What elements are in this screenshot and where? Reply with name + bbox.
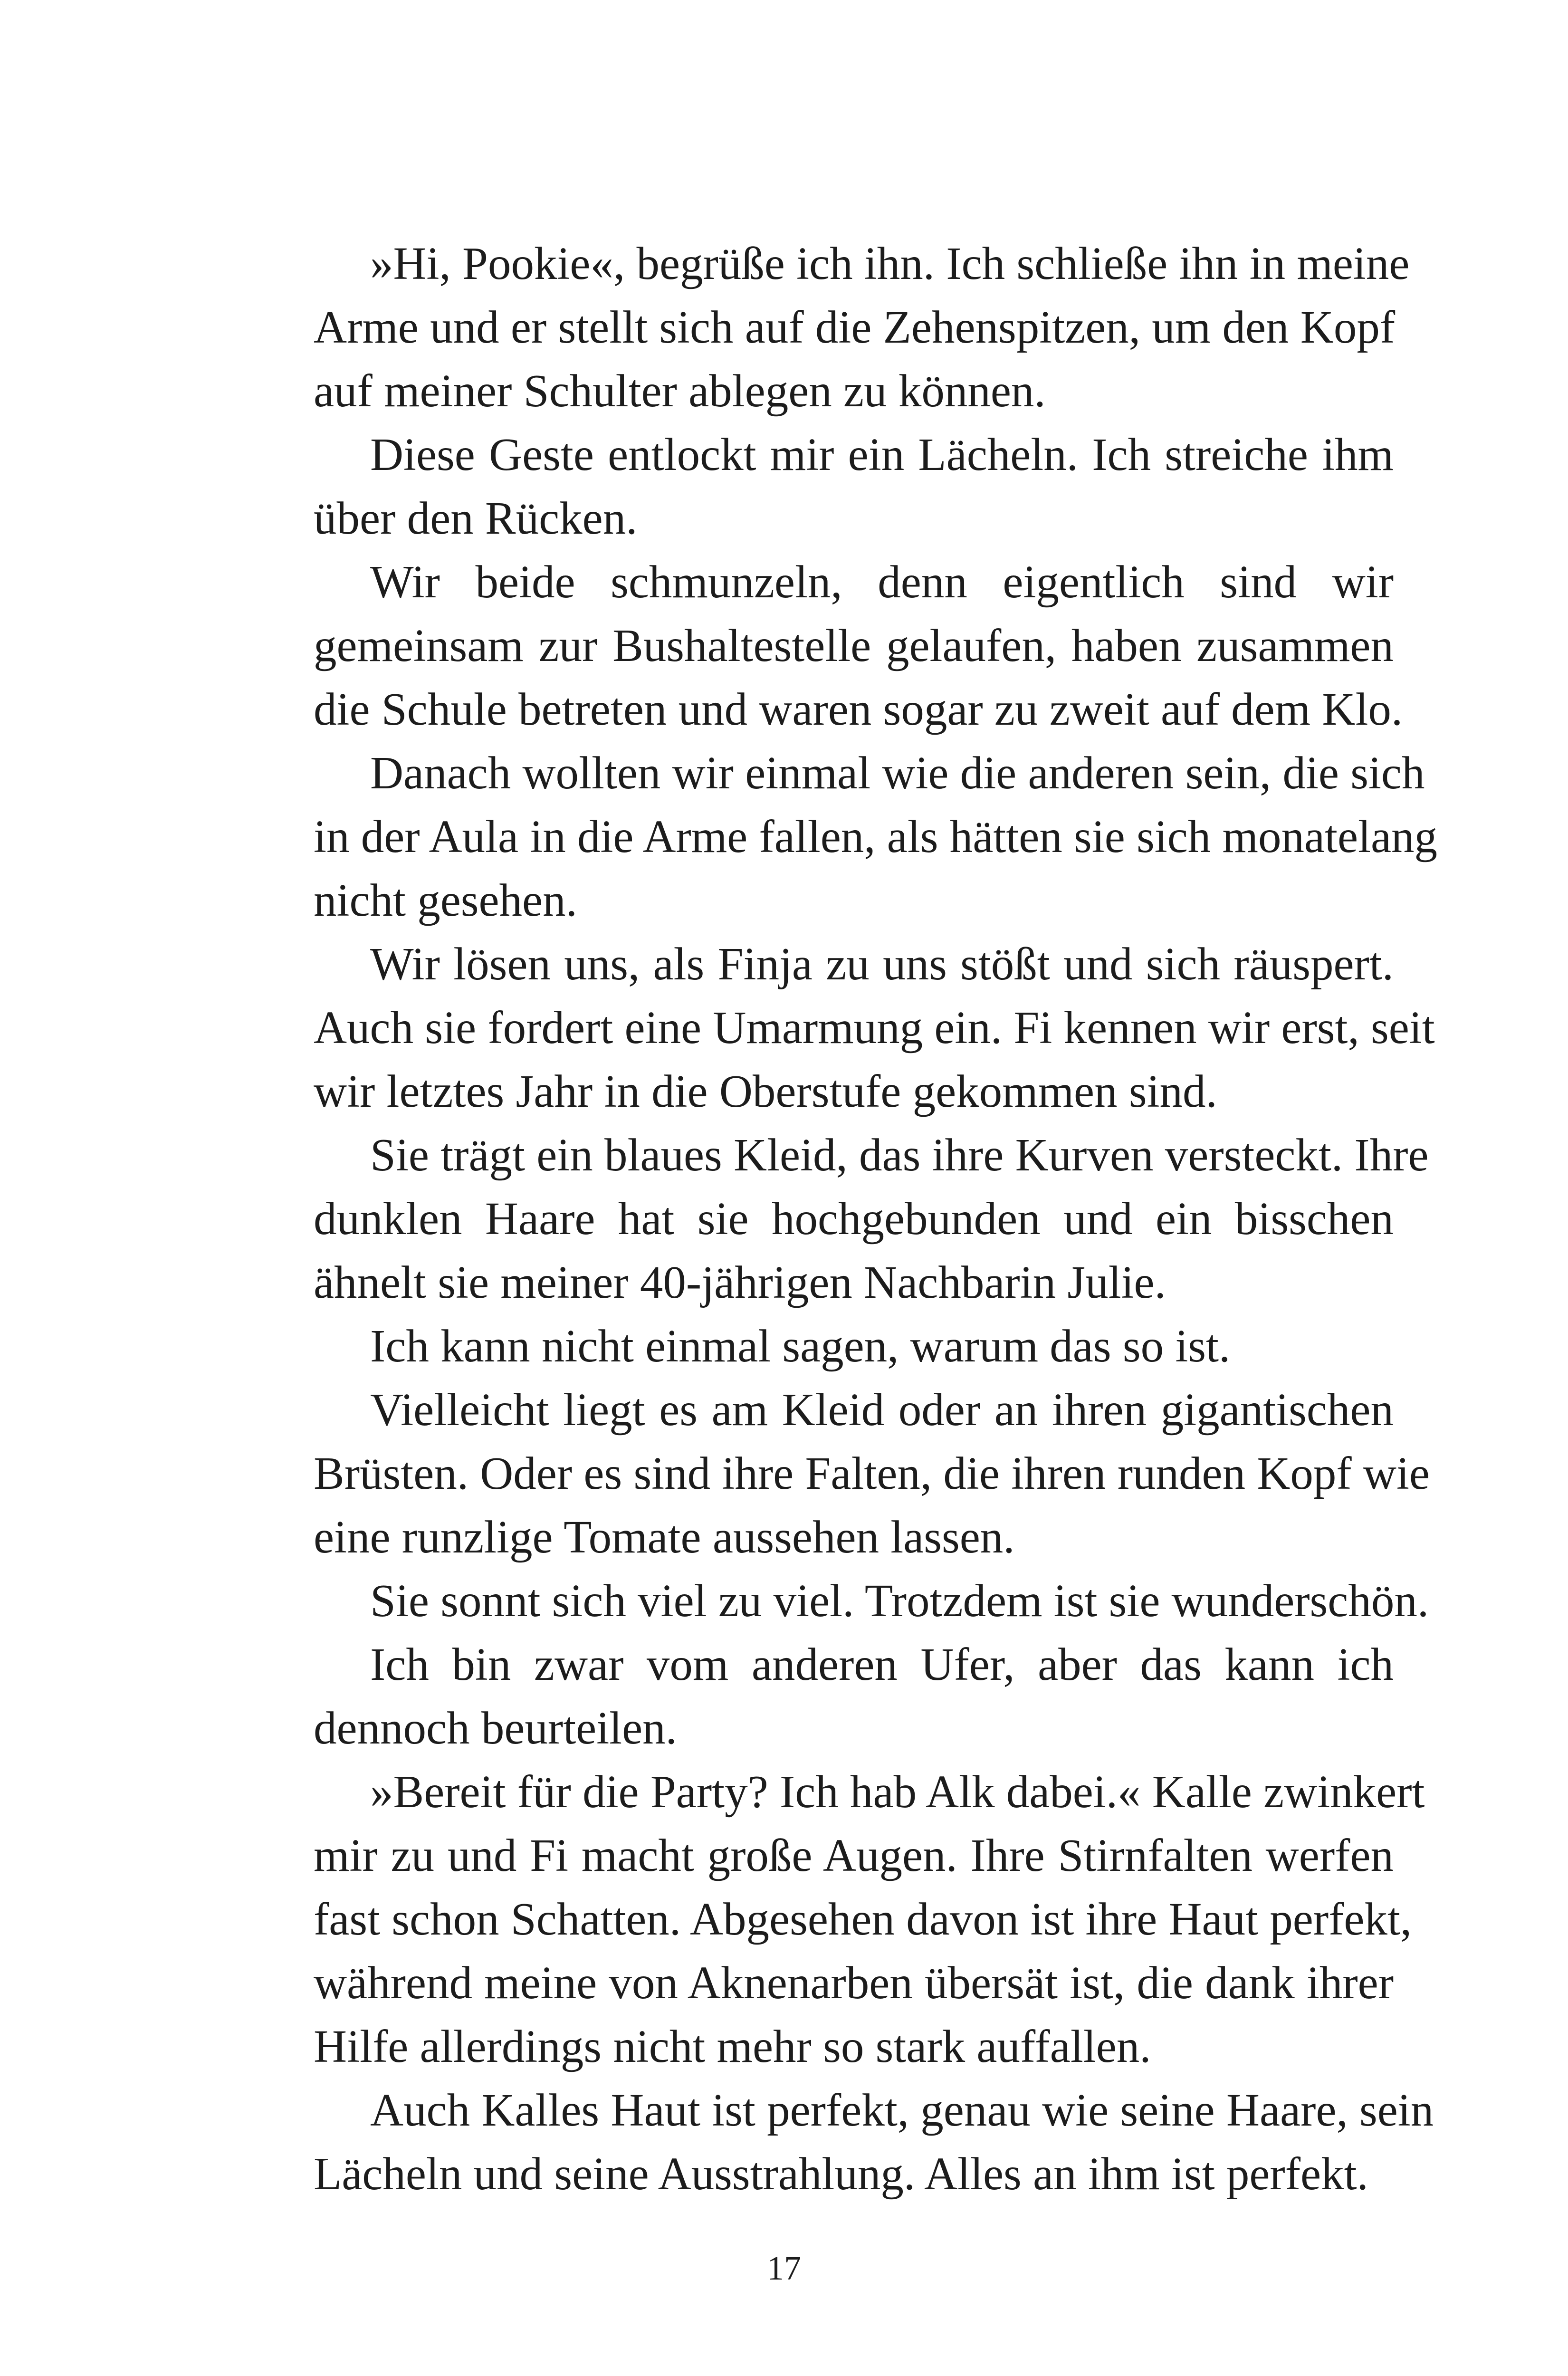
paragraph bbox=[257, 1569, 1429, 1633]
text-line: dunklen Haare hat sie hochgebunden und ein bisschen bbox=[314, 1193, 1394, 1244]
text-line: »Bereit für die Party? Ich hab Alk dabei.« Kalle zwinkert bbox=[370, 1766, 1425, 1817]
text-line: Brüsten. Oder es sind ihre Falten, die ihren runden Kopf wie bbox=[314, 1448, 1430, 1499]
text-line: Arme und er stellt sich auf die Zehenspitzen, um den Kopf bbox=[314, 302, 1396, 353]
text-line: die Schule betreten und waren sogar zu zweit auf dem Klo. bbox=[314, 684, 1403, 735]
text-line: Wir beide schmunzeln, denn eigentlich sind wir bbox=[370, 556, 1394, 607]
text-line: Hilfe allerdings nicht mehr so stark auffallen. bbox=[314, 2021, 1151, 2072]
paragraph bbox=[257, 232, 1410, 423]
text-line: dennoch beurteilen. bbox=[314, 1703, 677, 1753]
text-line: Wir lösen uns, als Finja zu uns stößt und sich räuspert. bbox=[370, 939, 1394, 989]
text-line: »Hi, Pookie«, begrüße ich ihn. Ich schließe ihn in meine bbox=[370, 238, 1410, 289]
paragraph bbox=[257, 2079, 1434, 2206]
text-line: Danach wollten wir einmal wie die anderen sein, die sich bbox=[370, 747, 1425, 798]
text-line: gemeinsam zur Bushaltestelle gelaufen, haben zusammen bbox=[314, 620, 1394, 671]
text-line: wir letztes Jahr in die Oberstufe gekommen sind. bbox=[314, 1066, 1217, 1117]
text-line: auf meiner Schulter ablegen zu können. bbox=[314, 365, 1046, 416]
text-line: Vielleicht liegt es am Kleid oder an ihren gigantischen bbox=[370, 1384, 1394, 1435]
page-number: 17 bbox=[767, 2249, 801, 2287]
paragraph bbox=[257, 423, 1394, 550]
text-line: mir zu und Fi macht große Augen. Ihre Stirnfalten werfen bbox=[314, 1830, 1394, 1881]
text-line: fast schon Schatten. Abgesehen davon ist ihre Haut perfekt, bbox=[314, 1894, 1412, 1945]
paragraph bbox=[257, 741, 1438, 932]
text-line: Auch Kalles Haut ist perfekt, genau wie seine Haare, sein bbox=[370, 2085, 1434, 2136]
paragraph bbox=[257, 1633, 1394, 1760]
paragraph bbox=[257, 1378, 1430, 1569]
paragraph bbox=[257, 550, 1403, 741]
body-text bbox=[257, 232, 1438, 2206]
paragraph bbox=[257, 932, 1435, 1123]
text-line: während meine von Aknenarben übersät ist, die dank ihrer bbox=[314, 1957, 1394, 2008]
text-line: Lächeln und seine Ausstrahlung. Alles an ihm ist perfekt. bbox=[314, 2148, 1368, 2199]
text-line: Diese Geste entlockt mir ein Lächeln. Ich streiche ihm bbox=[370, 429, 1394, 480]
text-line: Ich kann nicht einmal sagen, warum das so ist. bbox=[370, 1321, 1231, 1371]
text-line: nicht gesehen. bbox=[314, 875, 577, 926]
text-line: Sie sonnt sich viel zu viel. Trotzdem ist sie wunderschön. bbox=[370, 1575, 1429, 1626]
text-line: eine runzlige Tomate aussehen lassen. bbox=[314, 1512, 1015, 1562]
text-line: Auch sie fordert eine Umarmung ein. Fi kennen wir erst, seit bbox=[314, 1002, 1435, 1053]
text-line: in der Aula in die Arme fallen, als hätten sie sich monatelang bbox=[314, 811, 1438, 862]
paragraph bbox=[257, 1123, 1429, 1314]
text-line: Sie trägt ein blaues Kleid, das ihre Kurven versteckt. Ihre bbox=[370, 1130, 1429, 1180]
text-line: über den Rücken. bbox=[314, 493, 638, 544]
text-line: ähnelt sie meiner 40-jährigen Nachbarin Julie. bbox=[314, 1257, 1166, 1308]
text-line: Ich bin zwar vom anderen Ufer, aber das kann ich bbox=[370, 1639, 1394, 1690]
paragraph bbox=[257, 1314, 1394, 1378]
paragraph bbox=[257, 1760, 1425, 2079]
